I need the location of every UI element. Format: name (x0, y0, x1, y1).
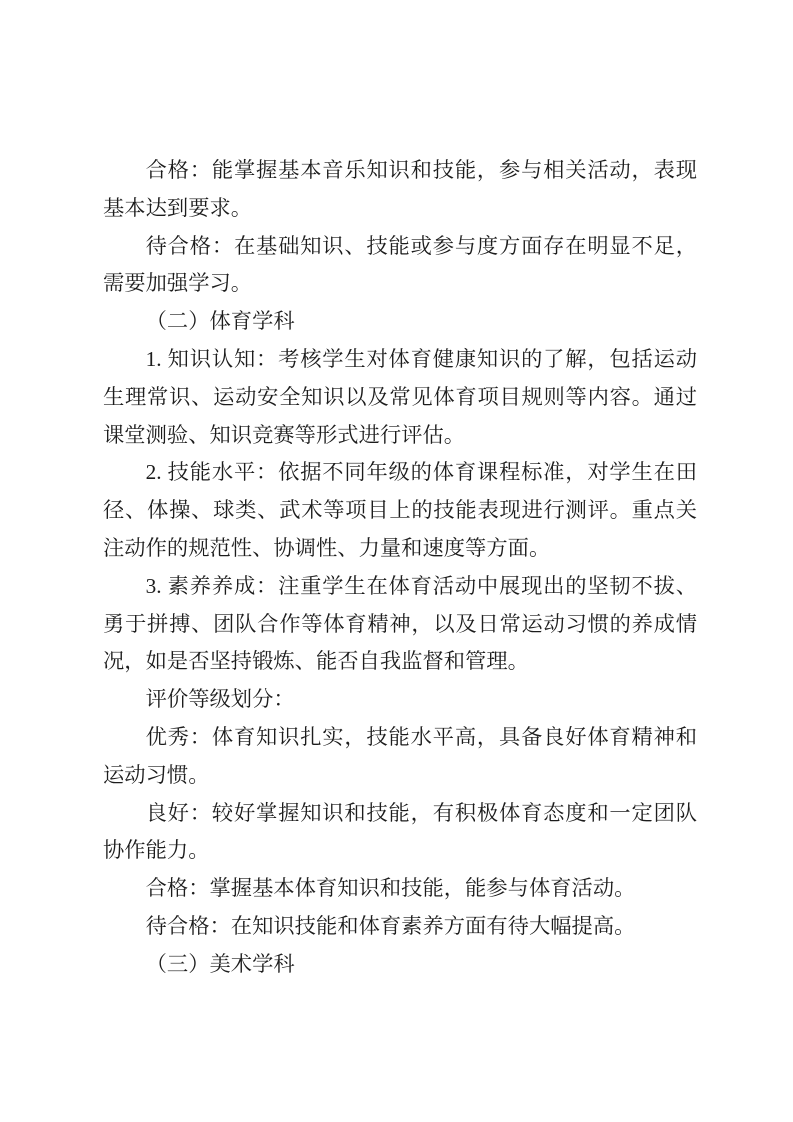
text-line: 1. 知识认知：考核学生对体育健康知识的了解，包括运动 (145, 346, 697, 371)
text-line: 3. 素养养成：注重学生在体育活动中展现出的坚韧不拔、 (145, 573, 697, 598)
paragraph-pe-grade-good (103, 795, 697, 871)
text-line: 勇于拼搏、团队合作等体育精神，以及日常运动习惯的养成情 (103, 611, 697, 636)
text-line: （二）体育学科 (145, 309, 295, 334)
text-line: 况，如是否坚持锻炼、能否自我监督和管理。 (103, 649, 529, 674)
text-line: 课堂测验、知识竞赛等形式进行评估。 (103, 422, 466, 447)
text-line: 合格：掌握基本体育知识和技能，能参与体育活动。 (145, 876, 636, 901)
document-body (103, 152, 697, 984)
text-line: 待合格：在知识技能和体育素养方面有待大幅提高。 (145, 913, 636, 938)
text-line: （三）美术学科 (145, 951, 295, 976)
paragraph-pe-grading-title (103, 681, 697, 719)
paragraph-art-section-heading (103, 946, 697, 984)
text-line: 运动习惯。 (103, 762, 210, 787)
paragraph-pe-grade-excellent (103, 719, 697, 795)
paragraph-pe-grade-pending (103, 908, 697, 946)
text-line: 需要加强学习。 (103, 271, 253, 296)
paragraph-pe-section-heading (103, 303, 697, 341)
text-line: 待合格：在基础知识、技能或参与度方面存在明显不足， (145, 233, 697, 258)
text-line: 良好：较好掌握知识和技能，有积极体育态度和一定团队 (145, 800, 697, 825)
paragraph-pe-grade-pass (103, 870, 697, 908)
text-line: 协作能力。 (103, 838, 210, 863)
text-line: 注动作的规范性、协调性、力量和速度等方面。 (103, 535, 551, 560)
paragraph-pe-knowledge (103, 341, 697, 454)
text-line: 优秀：体育知识扎实，技能水平高，具备良好体育精神和 (145, 724, 697, 749)
text-line: 径、体操、球类、武术等项目上的技能表现进行测评。重点关 (103, 498, 697, 523)
paragraph-pe-spirit (103, 568, 697, 681)
text-line: 评价等级划分： (145, 687, 295, 712)
text-line: 基本达到要求。 (103, 195, 253, 220)
text-line: 合格：能掌握基本音乐知识和技能，参与相关活动，表现 (145, 158, 697, 182)
paragraph-music-grade-pass (103, 152, 697, 228)
text-line: 生理常识、运动安全知识以及常见体育项目规则等内容。通过 (103, 384, 697, 409)
paragraph-music-grade-pending (103, 228, 697, 304)
paragraph-pe-skill (103, 454, 697, 567)
text-line: 2. 技能水平：依据不同年级的体育课程标准，对学生在田 (145, 460, 697, 485)
